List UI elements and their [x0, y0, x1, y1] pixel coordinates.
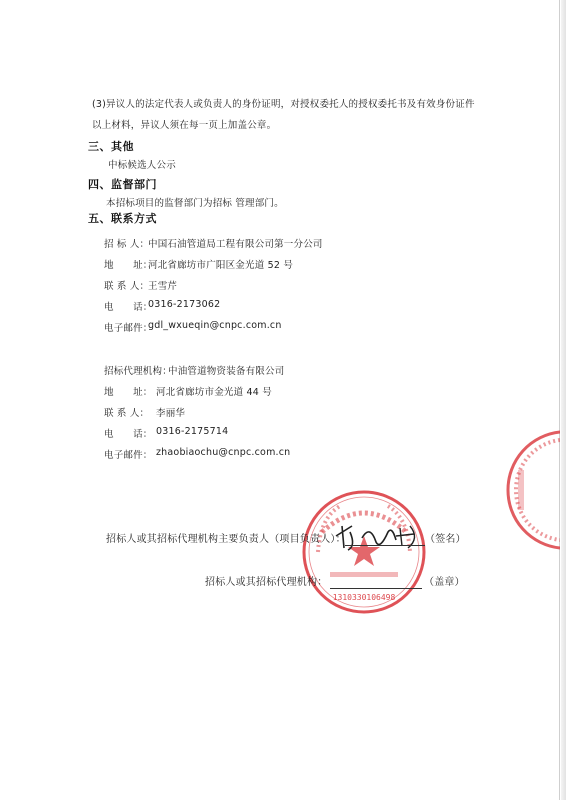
- page-border: [559, 0, 560, 800]
- tenderer-contact-value: 王雪芹: [148, 281, 178, 292]
- section-other-text: 中标候选人公示: [108, 160, 176, 171]
- signature-line-1-text: 招标人或其招标代理机构主要负责人（项目负责人）：: [106, 534, 346, 545]
- agency-address-value: 河北省廊坊市金光道 44 号: [156, 387, 272, 398]
- tenderer-phone-value: 0316-2173062: [148, 299, 221, 310]
- signature-line-2-text: 招标人或其招标代理机构：: [205, 577, 328, 588]
- agency-name-label: 招标代理机构：: [104, 366, 172, 377]
- section-supervision-heading: 四、监督部门: [88, 178, 157, 191]
- tenderer-name-value: 中国石油管道局工程有限公司第一分公司: [148, 239, 323, 250]
- seal-number: 1310330106498: [332, 593, 396, 602]
- section-supervision-text: 本招标项目的监督部门为招标 管理部门。: [106, 198, 284, 209]
- tenderer-contact-label: 联 系 人：: [104, 281, 150, 292]
- tenderer-address-label: 地 址：: [104, 260, 153, 271]
- signature-line-1-suffix: （签名）: [425, 534, 466, 545]
- agency-phone-value: 0316-2175714: [156, 426, 229, 437]
- signature-line-1-rule: [345, 545, 425, 546]
- tenderer-address-value: 河北省廊坊市广阳区金光道 52 号: [148, 260, 294, 271]
- section-contact-heading: 五、联系方式: [88, 212, 157, 225]
- page-edge: [561, 0, 566, 800]
- tenderer-email-label: 电子邮件：: [104, 323, 153, 334]
- signature-line-2-rule: [330, 588, 422, 589]
- agency-contact-value: 李丽华: [156, 408, 186, 419]
- clause-line-1: (3)异议人的法定代表人或负责人的身份证明，对授权委托人的授权委托书及有效身份证件: [92, 99, 475, 110]
- tenderer-email-value: gdl_wxueqin@cnpc.com.cn: [148, 320, 282, 331]
- agency-contact-label: 联 系 人：: [104, 408, 150, 419]
- partial-seal-icon: [500, 430, 560, 550]
- agency-phone-label: 电 话：: [104, 429, 153, 440]
- agency-address-label: 地 址：: [104, 387, 153, 398]
- signature-line-2-suffix: （盖章）: [424, 577, 465, 588]
- tenderer-phone-label: 电 话：: [104, 302, 153, 313]
- clause-line-2: 以上材料，异议人须在每一页上加盖公章。: [92, 120, 277, 131]
- agency-name-value: 中油管道物资装备有限公司: [168, 366, 285, 377]
- agency-email-label: 电子邮件：: [104, 450, 153, 461]
- tenderer-name-label: 招 标 人：: [104, 239, 150, 250]
- section-other-heading: 三、其他: [88, 140, 134, 153]
- agency-email-value: zhaobiaochu@cnpc.com.cn: [156, 447, 291, 458]
